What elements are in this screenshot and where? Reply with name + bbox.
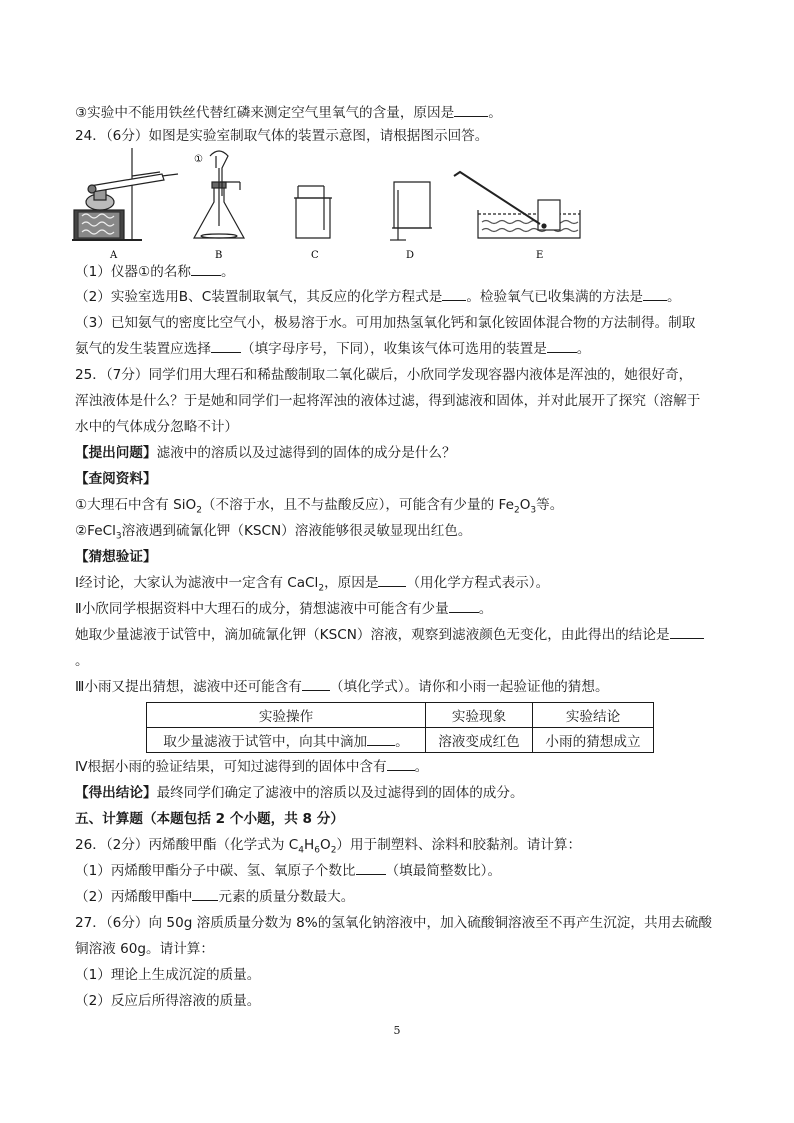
guess-2 — [75, 599, 492, 619]
q27-line2: 铜溶液 60g。请计算： — [75, 941, 214, 957]
guess-2-line2 — [75, 625, 704, 645]
apparatus-figure — [70, 146, 590, 266]
q24-part1-text: （1）仪器①的名称 — [75, 264, 191, 280]
g2-b: 。 — [478, 601, 493, 617]
q26-b: H — [304, 837, 315, 853]
guess-4 — [75, 757, 428, 777]
table-cell-phenomenon: 溶液变成红色 — [426, 728, 533, 753]
g2-a: Ⅱ小欣同学根据资料中大理石的成分，猜想滤液中可能含有少量 — [75, 601, 449, 617]
q24-header: 24．（6分）如图是实验室制取气体的装置示意图，请根据图示回答。 — [75, 128, 489, 144]
q25-line3: 水中的气体成分忽略不计） — [75, 419, 239, 435]
q26-p1-a: （1）丙烯酸甲酯分子中碳、氢、氧原子个数比 — [75, 863, 356, 879]
label-d: D — [406, 250, 415, 261]
g1-sub: 2 — [318, 583, 325, 594]
ref1-b: （不溶于水，且不与盐酸反应），可能含有少量的 Fe — [201, 497, 514, 513]
experiment-table — [146, 702, 654, 753]
q24-part3-end: 。 — [576, 341, 591, 357]
ref1-sub: 2 — [196, 505, 202, 516]
ref2-a: ②FeCl — [75, 523, 116, 539]
answer-blank[interactable] — [356, 861, 386, 875]
q26-sub1: 4 — [298, 845, 305, 856]
table-cell-conclusion: 小雨的猜想成立 — [533, 728, 654, 753]
q27-part2: （2）反应后所得溶液的质量。 — [75, 993, 261, 1009]
q26-a: 26．（2分）丙烯酸甲酯（化学式为 C — [75, 837, 299, 853]
q24-part3-line2 — [75, 339, 590, 359]
g3-a: Ⅲ小雨又提出猜想，滤液中还可能含有 — [75, 679, 302, 695]
ref2-b: 溶液遇到硫氰化钾（KSCN）溶液能够很灵敏显现出红色。 — [121, 523, 472, 539]
g1-a: Ⅰ经讨论，大家认为滤液中一定含有 CaCl — [75, 575, 319, 591]
q23-part3-text: ③实验中不能用铁丝代替红磷来测定空气里氧气的含量，原因是 — [75, 105, 455, 121]
q26-sub3: 2 — [330, 845, 337, 856]
conclusion-tag: 【得出结论】 — [75, 785, 157, 801]
q26-p1-b: （填最简整数比）。 — [385, 863, 502, 879]
table-header: 实验操作 — [147, 703, 426, 728]
g1-c: （用化学方程式表示）。 — [406, 575, 550, 591]
conclusion-text: 最终同学们确定了滤液中的溶质以及过滤得到的固体的成分。 — [156, 785, 524, 801]
apparatus-a — [72, 148, 178, 240]
q24-part3-line1: （3）已知氨气的密度比空气小，极易溶于水。可用加热氢氧化钙和氯化铵固体混合物的方法制得。制取 — [75, 315, 696, 331]
page-number: 5 — [393, 1024, 401, 1037]
apparatus-e — [454, 172, 580, 238]
apparatus-d — [390, 182, 432, 240]
table-cell-operation — [147, 728, 426, 753]
q24-part3-text-b: （填字母序号，下同），收集该气体可选用的装置是 — [240, 341, 547, 357]
guess-1 — [75, 573, 549, 593]
reference-tag: 【查阅资料】 — [75, 471, 157, 487]
q23-part3 — [75, 103, 502, 123]
q27-line1: 27．（6分）向 50g 溶质质量分数为 8%的氢氧化钠溶液中，加入硫酸铜溶液至不再产生沉淀，共用去硫酸 — [75, 915, 712, 931]
conclusion — [75, 783, 524, 803]
q24-part1 — [75, 262, 235, 282]
q26-sub2: 6 — [314, 845, 320, 856]
q25-line2: 浑浊液体是什么？于是她和同学们一起将浑浊的液体过滤，得到滤液和固体，并对此展开了探究（溶解于 — [75, 393, 701, 409]
q27-part1: （1）理论上生成沉淀的质量。 — [75, 967, 261, 983]
answer-blank[interactable] — [387, 757, 415, 771]
guess-tag: 【猜想验证】 — [75, 549, 157, 565]
section-title: 五、计算题（本题包括 2 个小题，共 8 分） — [75, 811, 344, 827]
answer-blank[interactable] — [192, 887, 218, 901]
q26-d: ）用于制塑料、涂料和胶黏剂。请计算： — [336, 837, 582, 853]
table-header: 实验现象 — [426, 703, 533, 728]
answer-blank[interactable] — [367, 732, 395, 746]
table-row — [147, 728, 654, 753]
answer-blank[interactable] — [442, 287, 466, 301]
answer-blank[interactable] — [643, 287, 667, 301]
answer-blank[interactable] — [211, 339, 241, 353]
q26-p2-a: （2）丙烯酸甲酯中 — [75, 889, 193, 905]
q24-part3-text-a: 氨气的发生装置应选择 — [75, 341, 211, 357]
ref1-sub2: 2 — [513, 505, 520, 516]
label-c: C — [311, 250, 319, 261]
reference-1 — [75, 495, 563, 515]
label-b: B — [215, 250, 223, 261]
apparatus-c — [294, 186, 332, 238]
label-e: E — [536, 250, 544, 261]
g4-b: 。 — [414, 759, 429, 775]
answer-blank[interactable] — [378, 573, 406, 587]
q24-part2-text-a: （2）实验室选用B、C装置制取氧气，其反应的化学方程式是 — [75, 289, 443, 305]
problem-text: 滤液中的溶质以及过滤得到的固体的成分是什么？ — [156, 445, 456, 461]
marker-1: ① — [194, 154, 203, 165]
ref1-a: ①大理石中含有 SiO — [75, 497, 197, 513]
table-header: 实验结论 — [533, 703, 654, 728]
label-a: A — [110, 250, 118, 261]
answer-blank[interactable] — [302, 677, 330, 691]
q26-c: O — [319, 837, 331, 853]
g3-b: （填化学式）。请你和小雨一起验证他的猜想。 — [329, 679, 609, 695]
q23-part3-end: 。 — [488, 105, 502, 121]
ref1-sub3: 3 — [530, 505, 537, 516]
answer-blank[interactable] — [454, 103, 488, 117]
operation-end: 。 — [395, 734, 409, 750]
g4-a: Ⅳ根据小雨的验证结果，可知过滤得到的固体中含有 — [75, 759, 387, 775]
problem-tag: 【提出问题】 — [75, 445, 157, 461]
table-header-row — [147, 703, 654, 728]
q26-part1 — [75, 861, 501, 881]
g1-b: ，原因是 — [324, 575, 379, 591]
q26-header — [75, 835, 581, 855]
answer-blank[interactable] — [547, 339, 577, 353]
ref1-c: O — [519, 497, 531, 513]
q26-part2 — [75, 887, 354, 907]
ref2-sub: 3 — [115, 531, 122, 542]
q26-p2-b: 元素的质量分数最大。 — [218, 889, 355, 905]
q24-part2-text-b: 。检验氧气已收集满的方法是 — [466, 289, 644, 305]
q25-problem — [75, 443, 456, 463]
q24-part2-end: 。 — [667, 289, 681, 305]
g2-line2: 她取少量滤液于试管中，滴加硫氰化钾（KSCN）溶液，观察到滤液颜色无变化，由此得出的结论是 — [75, 627, 670, 643]
q25-line1: 25．（7分）同学们用大理石和稀盐酸制取二氧化碳后，小欣同学发现容器内液体是浑浊的，她很好奇， — [75, 367, 693, 383]
answer-blank[interactable] — [191, 262, 221, 276]
guess-3 — [75, 677, 609, 697]
q24-part1-end: 。 — [221, 264, 235, 280]
q24-part2 — [75, 287, 681, 307]
answer-blank[interactable] — [449, 599, 479, 613]
reference-2 — [75, 521, 472, 541]
guess-2-end: 。 — [75, 653, 89, 669]
operation-text: 取少量滤液于试管中，向其中滴加 — [163, 734, 368, 750]
ref1-d: 等。 — [536, 497, 564, 513]
answer-blank[interactable] — [670, 625, 704, 639]
